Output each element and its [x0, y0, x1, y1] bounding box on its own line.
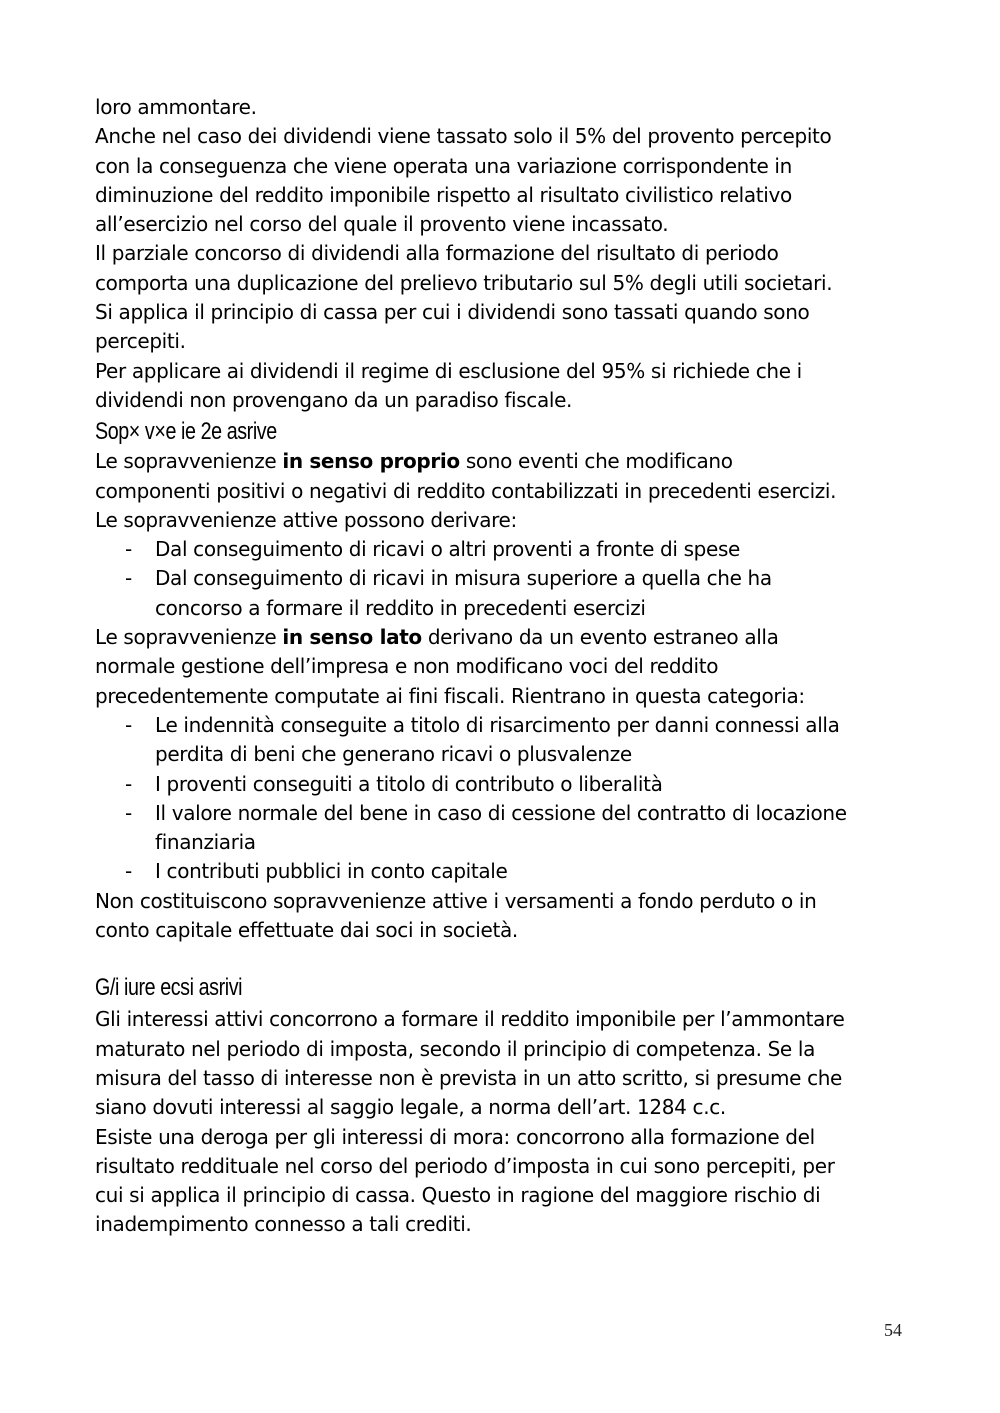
list-item-text: Dal conseguimento di ricavi o altri proventi a fronte di spese — [155, 537, 740, 562]
list-item — [95, 799, 905, 828]
list-item — [95, 857, 905, 886]
list-item-text: Dal conseguimento di ricavi in misura superiore a quella che ha — [155, 566, 772, 591]
section-heading-sopravvenienze: Sop× v×e ie 2e asrive — [95, 418, 277, 446]
text-line: Non costituiscono sopravvenienze attive i versamenti a fondo perduto o in — [95, 888, 817, 913]
text-line: dividendi non provengano da un paradiso fiscale. — [95, 387, 573, 412]
text-line: Anche nel caso dei dividendi viene tassato solo il 5% del provento percepito — [95, 124, 832, 149]
text-line: siano dovuti interessi al saggio legale, a norma dell’art. 1284 c.c. — [95, 1095, 726, 1120]
text-line: Si applica il principio di cassa per cui i dividendi sono tassati quando sono — [95, 300, 810, 325]
list-item — [95, 535, 905, 564]
bullet-dash: - — [125, 712, 132, 737]
list-item-continuation: concorso a formare il reddito in precedenti esercizi — [155, 595, 646, 620]
list-item-text: Il valore normale del bene in caso di cessione del contratto di locazione — [155, 800, 847, 825]
bullet-dash: - — [125, 566, 132, 591]
text-line: diminuzione del reddito imponibile rispetto al risultato civilistico relativo — [95, 182, 792, 207]
text-line: percepiti. — [95, 329, 186, 354]
text-line: cui si applica il principio di cassa. Questo in ragione del maggiore rischio di — [95, 1183, 821, 1208]
bullet-dash: - — [125, 537, 132, 562]
text-line: maturato nel periodo di imposta, secondo il principio di competenza. Se la — [95, 1036, 816, 1061]
text-line: misura del tasso di interesse non è prevista in un atto scritto, si presume che — [95, 1065, 842, 1090]
list-item-continuation: perdita di beni che generano ricavi o plusvalenze — [155, 742, 632, 767]
text-line: componenti positivi o negativi di reddito contabilizzati in precedenti esercizi. — [95, 478, 837, 503]
bullet-dash: - — [125, 859, 132, 884]
bullet-dash: - — [125, 771, 132, 796]
bullet-dash: - — [125, 800, 132, 825]
document-page — [95, 93, 905, 1240]
bold-term-senso-proprio: in senso proprio — [282, 449, 460, 474]
text-line: conto capitale effettuate dai soci in società. — [95, 918, 518, 943]
sopravvenienze-section — [95, 447, 905, 945]
list-item-text: Le indennità conseguite a titolo di risarcimento per danni connessi alla — [155, 712, 840, 737]
text-span: derivano da un evento estraneo alla — [421, 625, 779, 650]
text-line: Gli interessi attivi concorrono a formare il reddito imponibile per l’ammontare — [95, 1007, 845, 1032]
text-line: risultato reddituale nel corso del periodo d’imposta in cui sono percepiti, per — [95, 1153, 835, 1178]
text-line: con la conseguenza che viene operata una variazione corrispondente in — [95, 153, 792, 178]
list-item — [95, 564, 905, 593]
page-number: 54 — [884, 1320, 902, 1340]
text-line: all’esercizio nel corso del quale il provento viene incassato. — [95, 212, 669, 237]
text-line — [95, 623, 905, 652]
section-heading-interessi: G/i iure ecsi asrivi — [95, 974, 243, 1002]
text-line: Esiste una deroga per gli interessi di mora: concorrono alla formazione del — [95, 1124, 815, 1149]
text-line: comporta una duplicazione del prelievo tributario sul 5% degli utili societari. — [95, 270, 833, 295]
text-span: sono eventi che modificano — [459, 449, 733, 474]
interessi-section — [95, 1005, 905, 1239]
text-span: Le sopravvenienze — [95, 449, 283, 474]
text-line: inadempimento connesso a tali crediti. — [95, 1212, 472, 1237]
text-line: precedentemente computate ai fini fiscali. Rientrano in questa categoria: — [95, 683, 805, 708]
text-line: Le sopravvenienze attive possono derivare: — [95, 507, 517, 532]
bold-term-senso-lato: in senso lato — [282, 625, 422, 650]
text-line — [95, 447, 905, 476]
bullet-list-categoria — [95, 711, 905, 887]
list-item-text: I contributi pubblici in conto capitale — [155, 859, 508, 884]
intro-paragraph — [95, 93, 905, 415]
list-item — [95, 711, 905, 740]
text-line: normale gestione dell’impresa e non modificano voci del reddito — [95, 654, 719, 679]
list-item-continuation: finanziaria — [155, 830, 256, 855]
text-span: Le sopravvenienze — [95, 625, 283, 650]
list-item — [95, 770, 905, 799]
text-line: loro ammontare. — [95, 95, 257, 119]
text-line: Per applicare ai dividendi il regime di esclusione del 95% si richiede che i — [95, 358, 802, 383]
text-line: Il parziale concorso di dividendi alla formazione del risultato di periodo — [95, 241, 779, 266]
bullet-list-attive — [95, 535, 905, 623]
list-item-text: I proventi conseguiti a titolo di contributo o liberalità — [155, 771, 663, 796]
